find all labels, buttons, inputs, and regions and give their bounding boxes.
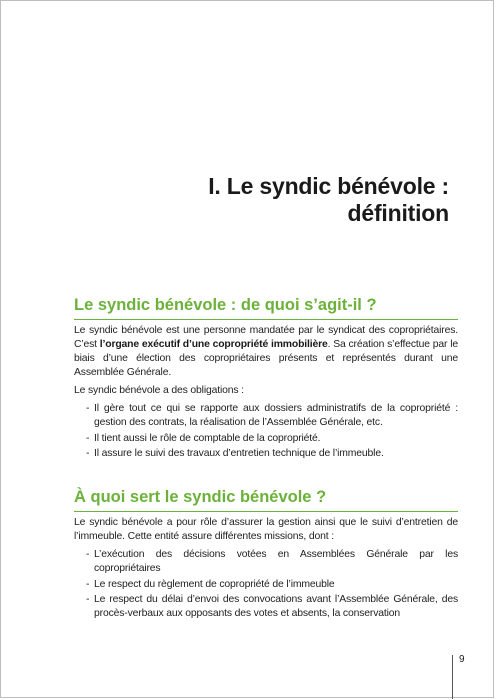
chapter-title-line-1: I. Le syndic bénévole : bbox=[208, 173, 449, 199]
chapter-title bbox=[208, 173, 449, 227]
list-item: - Il tient aussi le rôle de comptable de la copropriété. bbox=[74, 432, 458, 446]
paragraph-text: . Sa création s’effectue par le biais d’une élection des copropriétaires présents et représentés durant une Assemblée Générale. bbox=[74, 339, 458, 378]
missions-list bbox=[74, 548, 458, 621]
paragraph: Le syndic bénévole a pour rôle d’assurer la gestion ainsi que le suivi d’entretien de l’immeuble. Cette entité assure différentes missions, dont : bbox=[74, 517, 458, 542]
page-number-rule bbox=[452, 655, 453, 699]
section-body-purpose bbox=[74, 516, 458, 623]
paragraph-emphasis: l’organe exécutif d’une copropriété immobilière bbox=[99, 339, 328, 350]
paragraph bbox=[74, 324, 458, 380]
paragraph-text: Le syndic bénévole est une personne mandatée par le syndicat des copropriétaires. C’est bbox=[74, 325, 458, 350]
paragraph: Le syndic bénévole a des obligations : bbox=[74, 385, 244, 396]
section-heading-what-is-it: Le syndic bénévole : de quoi s’agit-il ? bbox=[74, 296, 377, 314]
section-divider bbox=[74, 511, 458, 512]
chapter-title-line-2: définition bbox=[347, 200, 449, 226]
list-item: - Il assure le suivi des travaux d’entretien technique de l’immeuble. bbox=[74, 447, 458, 461]
section-body-what-is-it bbox=[74, 324, 458, 463]
list-item: - Le respect du délai d’envoi des convocations avant l’Assemblée Générale, des procès-verbaux aux opposants des votes et absents, la conservation bbox=[74, 593, 458, 621]
list-item: - Il gère tout ce qui se rapporte aux dossiers administratifs de la copropriété : gestion des contrats, la réalisation de l’Assemblée Générale, etc. bbox=[74, 402, 458, 430]
section-divider bbox=[74, 319, 458, 320]
section-heading-purpose: À quoi sert le syndic bénévole ? bbox=[74, 488, 327, 506]
page-number: 9 bbox=[459, 654, 465, 665]
list-item: - L’exécution des décisions votées en Assemblées Générale par les copropriétaires bbox=[74, 548, 458, 576]
list-item: - Le respect du règlement de copropriété de l’immeuble bbox=[74, 578, 458, 592]
obligations-list bbox=[74, 402, 458, 461]
